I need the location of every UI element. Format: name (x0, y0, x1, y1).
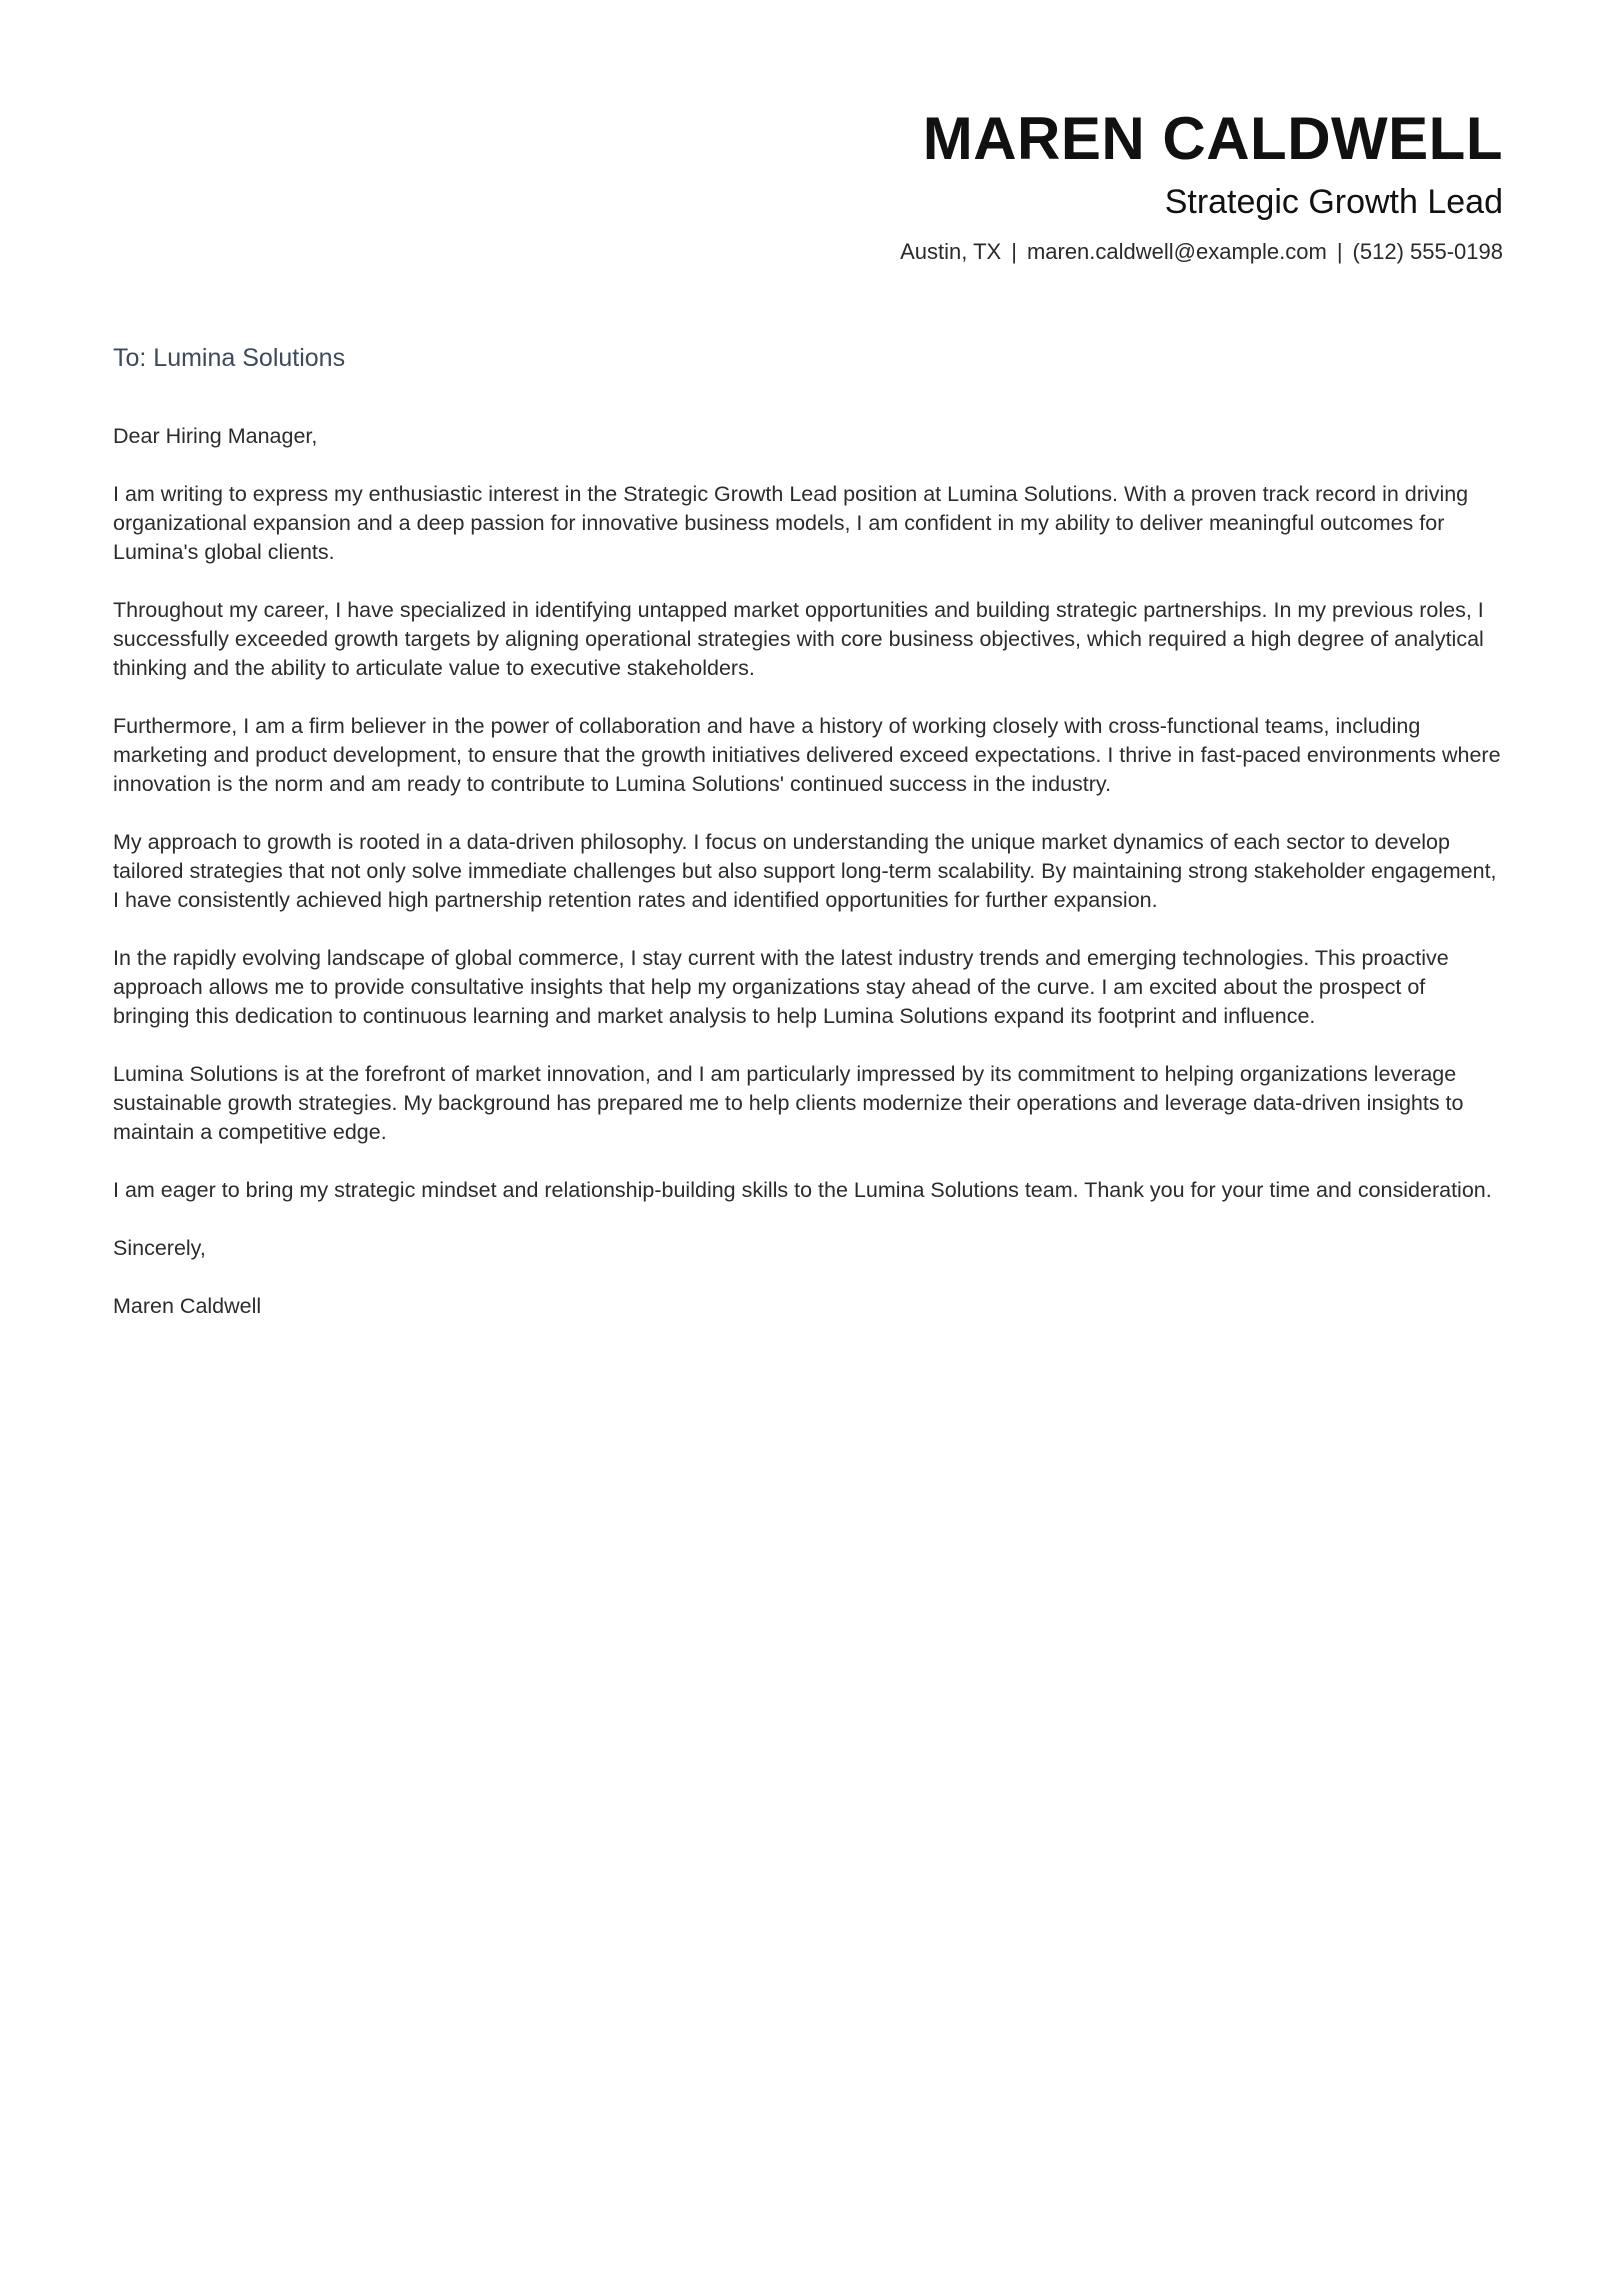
letter-paragraph: I am writing to express my enthusiastic interest in the Strategic Growth Lead position at Lumina Solutions. With a proven track record in driving organizational expansion and a deep passion for innovative business models, I am confident in my ability to deliver meaningful outcomes for Lumina's global clients. (113, 481, 1469, 564)
signature-name: Maren Caldwell (113, 1293, 262, 1318)
contact-line (113, 238, 1503, 267)
letter-paragraph: I am eager to bring my strategic mindset and relationship-building skills to the Lumina Solutions team. Thank you for your time and consideration. (113, 1177, 1492, 1202)
contact-phone: (512) 555-0198 (1352, 238, 1503, 264)
letter-paragraph: In the rapidly evolving landscape of global commerce, I stay current with the latest industry trends and emerging technologies. This proactive approach allows me to provide consultative insights that help my organizations stay ahead of the curve. I am excited about the prospect of bringing this dedication to continuous learning and market analysis to help Lumina Solutions expand its footprint and influence. (113, 945, 1449, 1028)
letter-header (113, 106, 1503, 266)
letter-paragraph: Lumina Solutions is at the forefront of market innovation, and I am particularly impressed by its commitment to helping organizations leverage sustainable growth strategies. My background has prepared me to help clients modernize their operations and leverage data-driven insights to maintain a competitive edge. (113, 1061, 1464, 1144)
recipient-line: To: Lumina Solutions (113, 344, 346, 373)
job-title: Strategic Growth Lead (1164, 183, 1503, 221)
candidate-name: MAREN CALDWELL (922, 105, 1503, 172)
contact-separator: | (1011, 238, 1017, 264)
letter-body (113, 422, 1503, 1321)
contact-location: Austin, TX (900, 238, 1002, 264)
letter-paragraph: My approach to growth is rooted in a data-driven philosophy. I focus on understanding the unique market dynamics of each sector to develop tailored strategies that not only solve immediate challenges but also support long-term scalability. By maintaining strong stakeholder engagement, I have consistently achieved high partnership retention rates and identified opportunities for further expansion. (113, 829, 1497, 912)
letter-paragraph: Throughout my career, I have specialized in identifying untapped market opportunities and building strategic partnerships. In my previous roles, I successfully exceeded growth targets by aligning operational strategies with core business objectives, which required a high degree of analytical thinking and the ability to articulate value to executive stakeholders. (113, 597, 1484, 680)
contact-email: maren.caldwell@example.com (1026, 238, 1327, 264)
closing: Sincerely, (113, 1235, 206, 1260)
letter-paragraph: Furthermore, I am a firm believer in the power of collaboration and have a history of working closely with cross-functional teams, including marketing and product development, to ensure that the growth initiatives delivered exceed expectations. I thrive in fast-paced environments where innovation is the norm and am ready to contribute to Lumina Solutions' continued success in the industry. (113, 713, 1501, 796)
contact-separator: | (1336, 238, 1343, 264)
salutation: Dear Hiring Manager, (113, 423, 318, 448)
